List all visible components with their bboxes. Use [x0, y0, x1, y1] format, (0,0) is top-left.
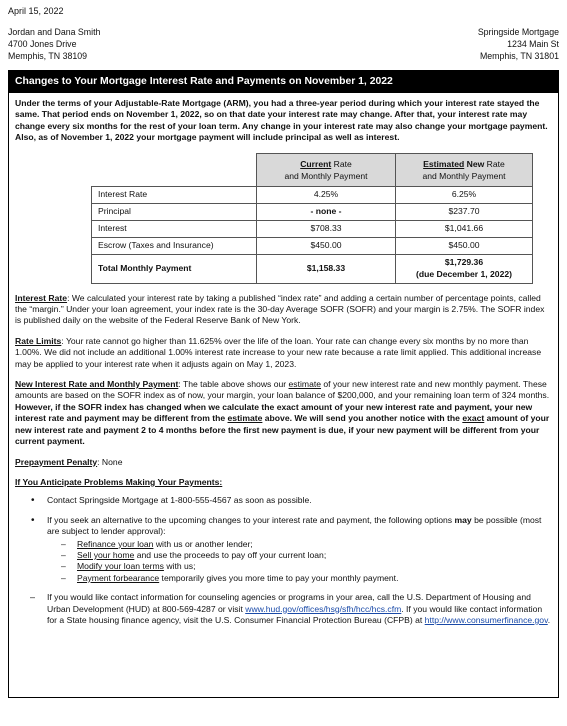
- new-rate-heading: New Interest Rate and Monthly Payment: [15, 379, 179, 390]
- lender-street: 1234 Main St: [507, 39, 559, 49]
- total-current: $1,158.33: [257, 254, 396, 283]
- list-item: • Contact Springside Mortgage at 1-800-555-4567 as soon as possible.: [15, 495, 552, 506]
- current-value: $450.00: [257, 237, 396, 254]
- intro-paragraph: Under the terms of your Adjustable-Rate Mortgage (ARM), you had a three-year period during which your interest rate stayed the same. That period ends on November 1, 2022, so on that date your interest rate may change. After that, your interest rate may change every six months for the rest of your loan term. Any change in your interest rate may also change your mortgage payment. Also, as of November 1, 2022 your mortgage payment will include principal as well as interest.: [15, 98, 548, 143]
- row-label: Principal: [92, 203, 257, 220]
- prepayment-paragraph: Prepayment Penalty: None: [15, 456, 123, 467]
- option-item: – Modify your loan terms with us;: [47, 561, 552, 572]
- problems-heading: If You Anticipate Problems Making Your Payments:: [15, 476, 223, 487]
- notice-banner: Changes to Your Mortgage Interest Rate and Payments on November 1, 2022: [9, 71, 558, 93]
- list-item: • If you seek an alternative to the upcoming changes to your interest rate and payment, the following options may be possible (most are subject to lender approval): – Refinance your loan with us or another lender; – Sell your home and use the proceeds to pay off your current loan; – Modify your loan terms with us; – Payment forbearance temporarily gives you more time to pay your monthly payment.: [15, 515, 552, 584]
- cfpb-link[interactable]: http://www.consumerfinance.gov: [424, 614, 548, 625]
- option-item: – Refinance your loan with us or another lender;: [47, 539, 552, 550]
- borrower-street: 4700 Jones Drive: [8, 39, 77, 49]
- list-item: – If you would like contact information for counseling agencies or programs in your area, call the U.S. Department of Housing and Urban Development (HUD) at 800-569-4287 or visit www.hud.gov/offices/hsg/sfh/hcc/hcs.cfm. If you would like contact information for a State housing finance agency, visit the U.S. Consumer Financial Protection Bureau (CFPB) at http://www.consumerfinance.gov.: [15, 592, 552, 626]
- row-label: Interest Rate: [92, 186, 257, 203]
- new-value: 6.25%: [396, 186, 533, 203]
- borrower-address: [8, 26, 100, 62]
- total-row: [92, 254, 533, 283]
- table-row: [92, 237, 533, 254]
- table-row: [92, 186, 533, 203]
- current-value: $708.33: [257, 220, 396, 237]
- rate-limits-paragraph: Rate Limits: Your rate cannot go higher than 11.625% over the life of the loan. Your rate can change every six months by no more than 1.00%. We did not include an additional 1.00% interest rate increase to your new rate because a rate limit applied. This additional increase may be applied to your interest rate when it adjusts again on May 1, 2023.: [15, 335, 542, 369]
- notice-box: [8, 70, 559, 698]
- option-item: – Payment forbearance temporarily gives you more time to pay your monthly payment.: [47, 573, 552, 584]
- table-row: [92, 220, 533, 237]
- prepayment-heading: Prepayment Penalty: [15, 456, 98, 467]
- borrower-city: Memphis, TN 38109: [8, 51, 88, 61]
- total-label: Total Monthly Payment: [92, 254, 257, 283]
- interest-rate-heading: Interest Rate: [15, 292, 68, 303]
- lender-city: Memphis, TN 31801: [479, 51, 559, 61]
- borrower-name: Jordan and Dana Smith: [8, 27, 101, 37]
- new-value: $237.70: [396, 203, 533, 220]
- notice-content: [9, 93, 558, 626]
- problems-list: [15, 495, 552, 626]
- new-value: $450.00: [396, 237, 533, 254]
- address-block: [8, 26, 559, 62]
- interest-rate-paragraph: Interest Rate: We calculated your interest rate by taking a published “index rate” and adding a certain number of percentage points, called the “margin.” Under your loan agreement, your index rate is the 30-day Average SOFR (SOFR) and your margin is 2.75%. The SOFR index is published daily on the website of the Federal Reserve Bank of New York.: [15, 292, 545, 326]
- lender-address: [478, 26, 559, 62]
- row-label: Escrow (Taxes and Insurance): [92, 237, 257, 254]
- options-list: [47, 539, 552, 585]
- current-value: - none -: [257, 203, 396, 220]
- total-new: $1,729.36 (due December 1, 2022): [396, 254, 533, 283]
- rate-limits-heading: Rate Limits: [15, 335, 62, 346]
- new-column-header: Estimated New Rate and Monthly Payment: [396, 153, 533, 186]
- hud-link[interactable]: www.hud.gov/offices/hsg/sfh/hcc/hcs.cfm: [245, 603, 402, 614]
- table-corner: [92, 153, 257, 186]
- new-value: $1,041.66: [396, 220, 533, 237]
- current-column-header: Current Rate and Monthly Payment: [257, 153, 396, 186]
- table-row: [92, 203, 533, 220]
- letter-date: April 15, 2022: [8, 6, 64, 16]
- new-rate-paragraph: New Interest Rate and Monthly Payment: The table above shows our estimate of your new interest rate and new monthly payment. These amounts are based on the SOFR index as of now, your margin, your loan balance of $200,000, and your remaining loan term of 324 months. However, if the SOFR index has changed when we calculate the exact amount of your new interest rate and payment, your new interest rate and payment may be different from the estimate above. We will send you another notice with the exact amount of your new interest rate and payment 2 to 4 months before the first new payment is due, if your new payment will be different from your current payment.: [15, 379, 550, 447]
- table-header-row: [92, 153, 533, 186]
- option-item: – Sell your home and use the proceeds to pay off your current loan;: [47, 550, 552, 561]
- row-label: Interest: [92, 220, 257, 237]
- payment-table: [91, 153, 533, 284]
- lender-name: Springside Mortgage: [477, 27, 559, 37]
- current-value: 4.25%: [257, 186, 396, 203]
